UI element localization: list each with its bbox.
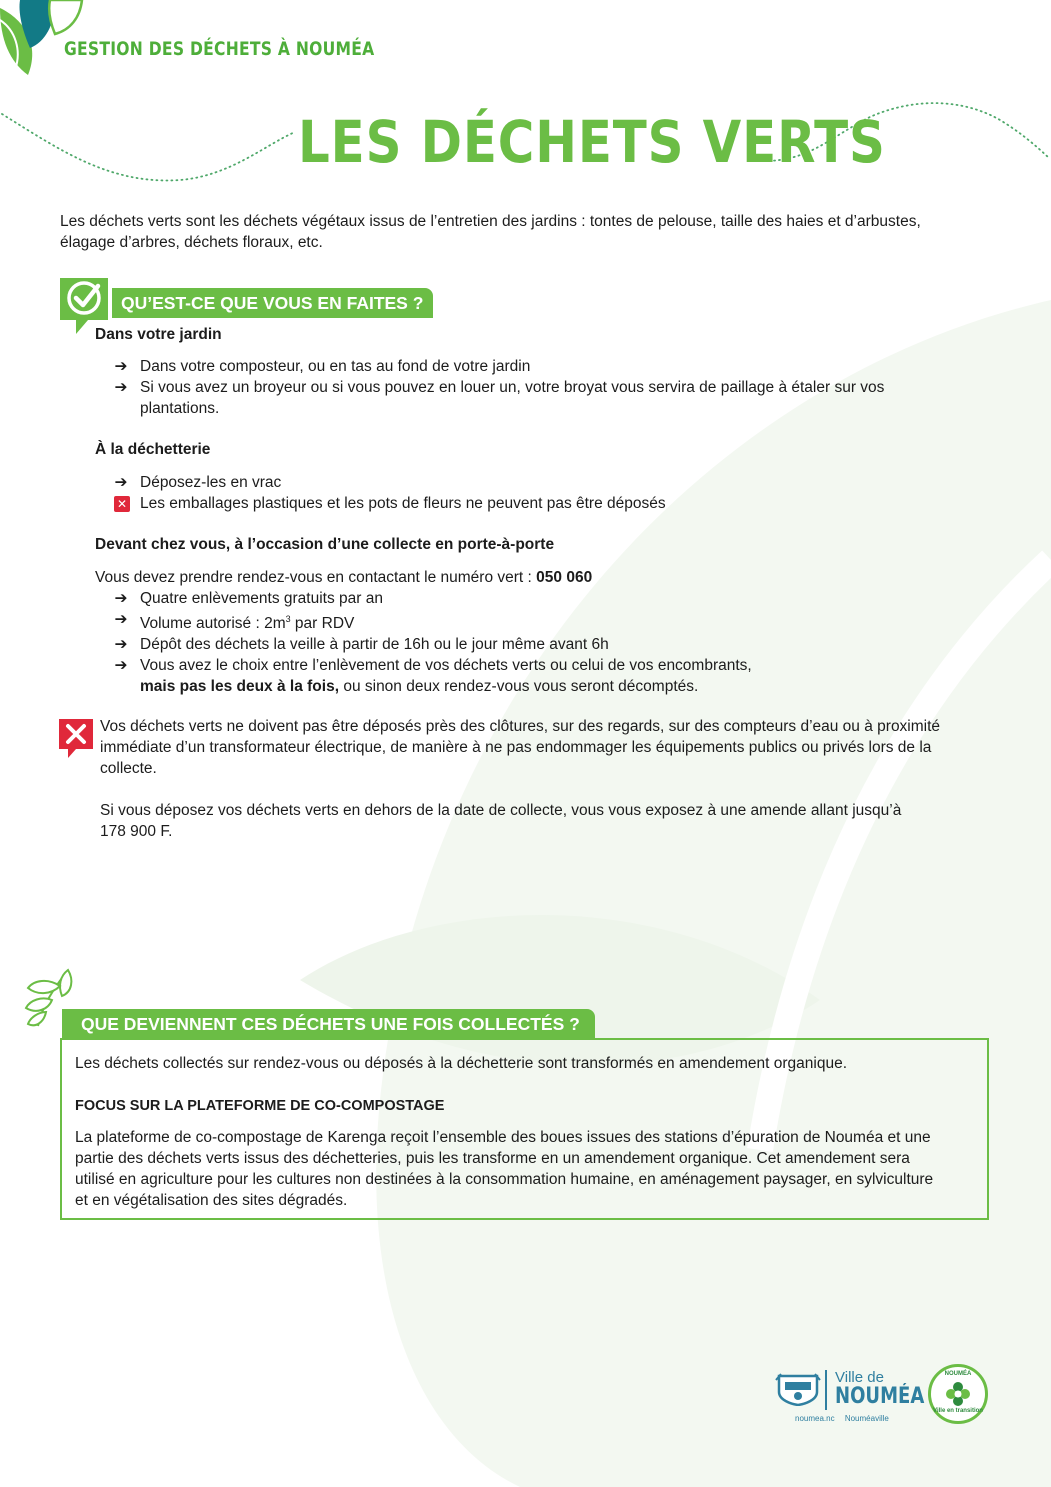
arrow-icon: ➔ <box>114 611 128 628</box>
city-crest-icon <box>775 1370 821 1406</box>
facebook-label: Nouméaville <box>844 1414 889 1423</box>
seal-top-text: NOUMÉA <box>944 1371 972 1377</box>
list-item-continuation: mais pas les deux à la fois, ou sinon deux rendez-vous vous seront décomptés. <box>140 678 699 696</box>
header-title: GESTION DES DÉCHETS À NOUMÉA <box>64 38 375 60</box>
warning-x-icon <box>58 718 94 760</box>
arrow-icon: ➔ <box>114 590 128 607</box>
dump-heading: À la déchetterie <box>95 441 211 458</box>
arrow-icon: ➔ <box>114 358 128 375</box>
list-item-forbidden: ✕ Les emballages plastiques et les pots de fleurs ne peuvent pas être déposés <box>95 493 975 514</box>
seal-bottom-text: Ville en transition <box>933 1408 983 1414</box>
transition-seal <box>928 1364 988 1424</box>
garden-list <box>95 356 975 419</box>
intro-line: élagage d’arbres, déchets floraux, etc. <box>60 234 323 251</box>
intro-line: Les déchets verts sont les déchets végétaux issus de l’entretien des jardins : tontes de pelouse, taille des haies et d’arbustes, <box>60 213 921 230</box>
list-item: ➔ Quatre enlèvements gratuits par an <box>114 590 383 607</box>
warning-paragraph: Vos déchets verts ne doivent pas être déposés près des clôtures, sur des regards, sur des compteurs d’eau ou à proximité immédiate d’un transformateur électrique, de manière à ne pas endommager les équipements publics ou privés lors de la collecte. <box>100 718 941 777</box>
phone-number: 050 060 <box>536 569 593 586</box>
collection-text: Les déchets collectés sur rendez-vous ou déposés à la déchetterie sont transformés en amendement organique. <box>75 1055 848 1072</box>
door-intro: Vous devez prendre rendez-vous en contactant le numéro vert : 050 060 <box>95 569 593 586</box>
left-dotted-wave <box>0 100 300 190</box>
arrow-icon: ➔ <box>114 474 128 491</box>
noumea-logo-text: NOUMÉA <box>835 1384 925 1409</box>
list-item: ➔ Volume autorisé : $2m^3$ par RDV <box>114 611 355 633</box>
forbidden-icon: ✕ <box>114 496 130 512</box>
ville-de-label: Ville de <box>835 1369 884 1386</box>
fine-paragraph: Si vous déposez vos déchets verts en dehors de la date de collecte, vous vous exposez à une amende allant jusqu’à 178 900 F. <box>100 802 902 840</box>
web-label: noumea.nc <box>795 1414 835 1423</box>
footer-social <box>795 1414 889 1423</box>
focus-heading: FOCUS SUR LA PLATEFORME DE CO-COMPOSTAGE <box>75 1098 445 1114</box>
list-item: ➔ Déposez-les en vrac <box>114 474 282 491</box>
arrow-icon: ➔ <box>114 657 128 675</box>
arrow-icon: ➔ <box>114 636 128 654</box>
page-title: LES DÉCHETS VERTS <box>298 108 886 176</box>
door-heading: Devant chez vous, à l’occasion d’une collecte en porte-à-porte <box>95 536 555 553</box>
list-item: ➔ Vous avez le choix entre l’enlèvement de vos déchets verts ou celui de vos encombrants, <box>114 657 752 675</box>
section-title-after-collection: QUE DEVIENNENT CES DÉCHETS UNE FOIS COLLECTÉS ? <box>62 1009 595 1039</box>
list-item: ➔ Dans votre composteur, ou en tas au fond de votre jardin <box>114 358 531 375</box>
logo-divider <box>825 1370 827 1410</box>
door-list <box>95 588 975 697</box>
section-title-what-to-do: QU’EST-CE QUE VOUS EN FAITES ? <box>112 288 433 318</box>
arrow-icon: ➔ <box>114 379 128 396</box>
list-item: ➔ Dépôt des déchets la veille à partir de 16h ou le jour même avant 6h <box>114 636 609 654</box>
focus-paragraph: La plateforme de co-compostage de Karenga reçoit l’ensemble des boues issues des stations d’épuration de Nouméa et une partie des déchets verts issus des déchetteries, puis les transforme en un amendement organique. Cet amendement sera utilisé en agriculture pour les cultures non destinées à la consommation humaine, en aménagement paysager, en sylviculture et en végétalisation des sites dégradés. <box>75 1129 934 1209</box>
footer-logos <box>775 1360 995 1430</box>
collection-info-box <box>60 1038 989 1220</box>
garden-heading: Dans votre jardin <box>95 326 222 343</box>
list-item-continuation: plantations. <box>140 400 220 417</box>
flower-icon <box>945 1381 971 1407</box>
intro-paragraph <box>60 211 1000 253</box>
list-item: ➔ Si vous avez un broyeur ou si vous pouvez en louer un, votre broyat vous servira de paillage à étaler sur vos <box>114 379 885 396</box>
dump-list <box>95 472 975 514</box>
